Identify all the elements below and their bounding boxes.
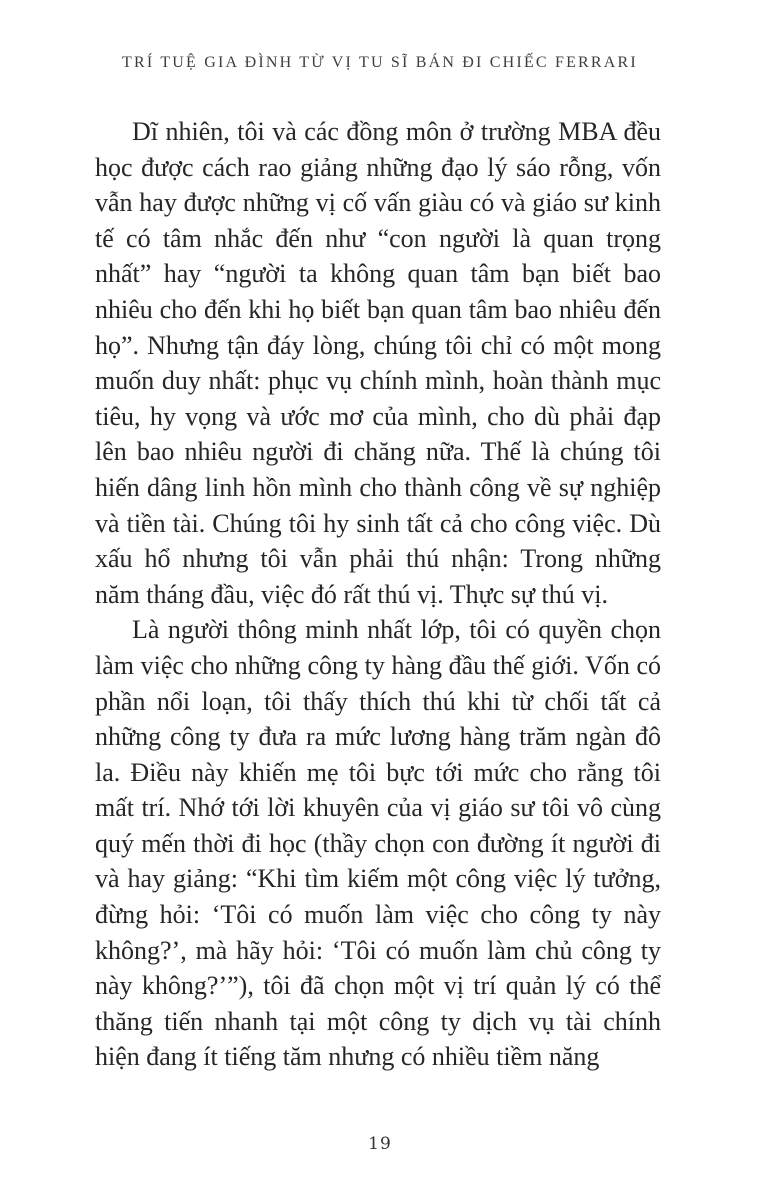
running-header: TRÍ TUỆ GIA ĐÌNH TỪ VỊ TU SĨ BÁN ĐI CHIẾC FERRARI (122, 54, 638, 71)
paragraph: Là người thông minh nhất lớp, tôi có quyền chọn làm việc cho những công ty hàng đầu thế giới. Vốn có phần nổi loạn, tôi thấy thích thú khi từ chối tất cả những công ty đưa ra mức lương hàng trăm ngàn đô la. Điều này khiến mẹ tôi bực tới mức cho rằng tôi mất trí. Nhớ tới lời khuyên của vị giáo sư tôi vô cùng quý mến thời đi học (thầy chọn con đường ít người đi và hay giảng: “Khi tìm kiếm một công việc lý tưởng, đừng hỏi: ‘Tôi có muốn làm việc cho công ty này không?’, mà hãy hỏi: ‘Tôi có muốn làm chủ công ty này không?’”), tôi đã chọn một vị trí quản lý có thể thăng tiến nhanh tại một công ty dịch vụ tài chính hiện đang ít tiếng tăm nhưng có nhiều tiềm năng (95, 615, 661, 1072)
page-body (95, 114, 661, 1075)
page-number: 19 (368, 1134, 392, 1154)
paragraph: Dĩ nhiên, tôi và các đồng môn ở trường MBA đều học được cách rao giảng những đạo lý sáo rỗng, vốn vẫn hay được những vị cố vấn giàu có và giáo sư kinh tế có tâm nhắc đến như “con người là quan trọng nhất” hay “người ta không quan tâm bạn biết bao nhiêu cho đến khi họ biết bạn quan tâm bao nhiêu đến họ”. Nhưng tận đáy lòng, chúng tôi chỉ có một mong muốn duy nhất: phục vụ chính mình, hoàn thành mục tiêu, hy vọng và ước mơ của mình, cho dù phải đạp lên bao nhiêu người đi chăng nữa. Thế là chúng tôi hiến dâng linh hồn mình cho thành công về sự nghiệp và tiền tài. Chúng tôi hy sinh tất cả cho công việc. Dù xấu hổ nhưng tôi vẫn phải thú nhận: Trong những năm tháng đầu, việc đó rất thú vị. Thực sự thú vị. (95, 117, 661, 609)
